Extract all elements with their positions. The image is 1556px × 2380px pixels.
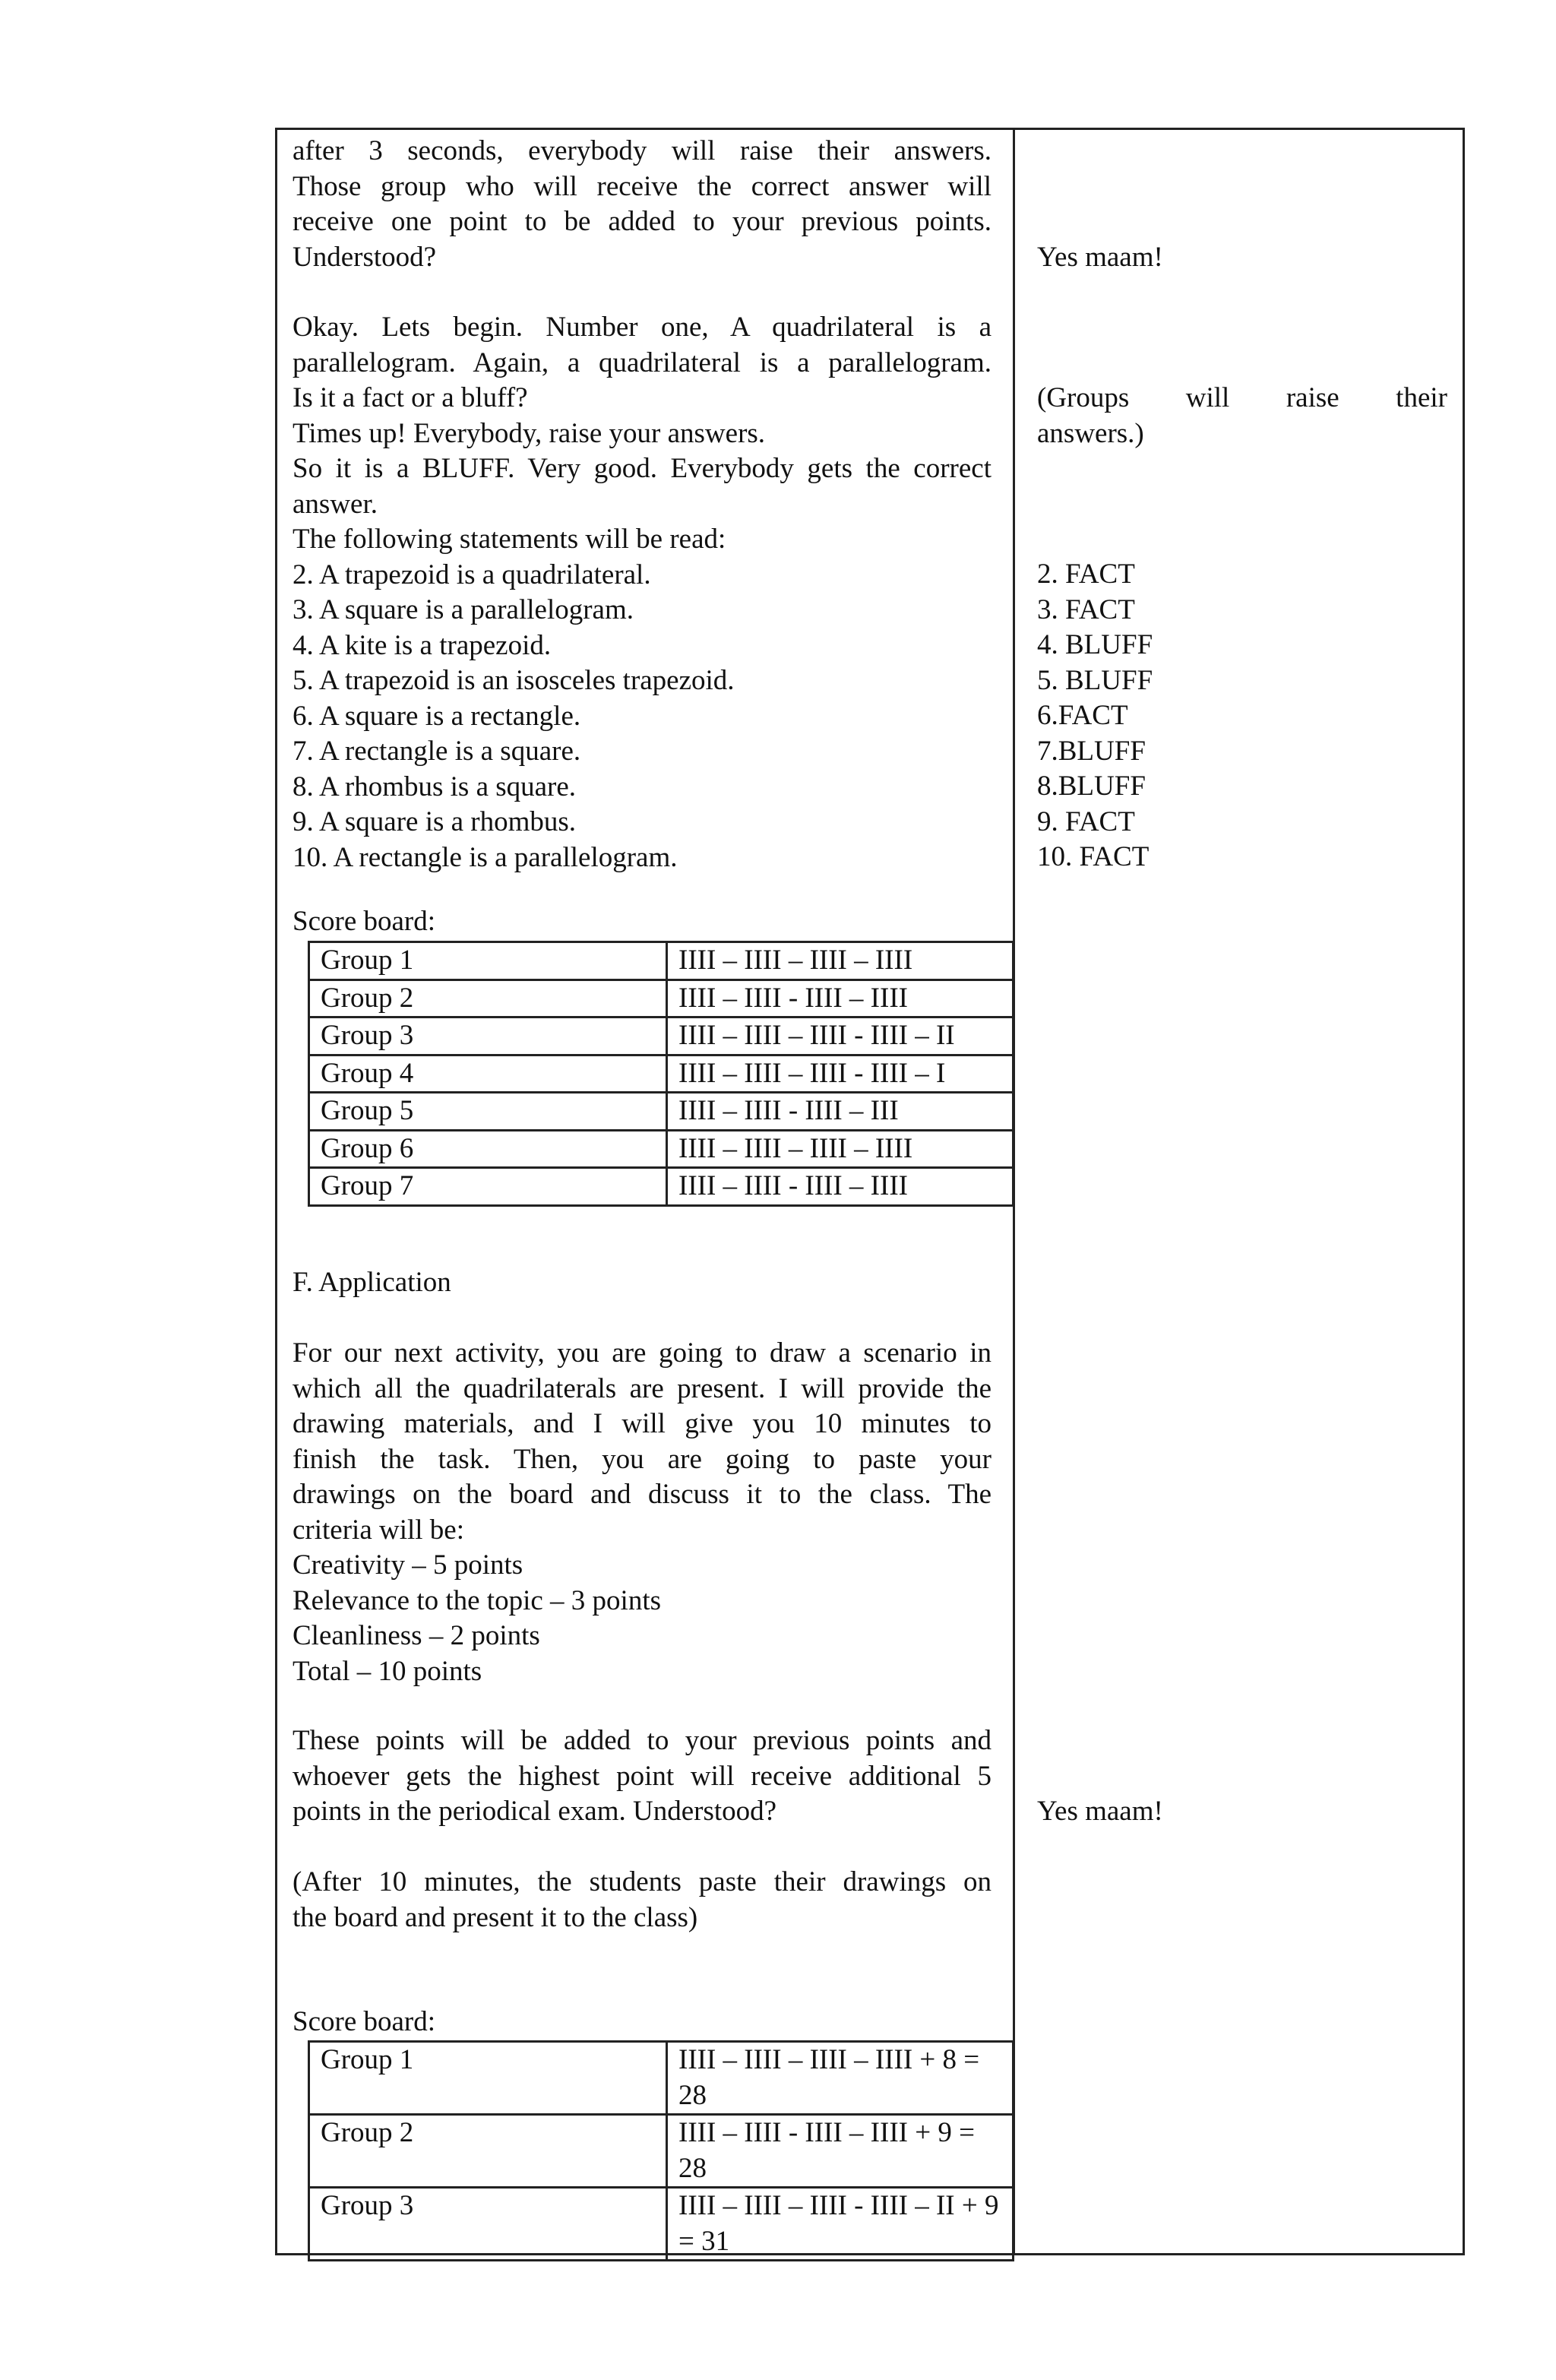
application-block — [293, 1336, 991, 1689]
scoreboard-label: Score board: — [293, 2006, 436, 2037]
text-line: whoever gets the highest point will receive additional 5 — [293, 1760, 991, 1792]
text-line: which all the quadrilaterals are present. I will provide the — [293, 1372, 991, 1404]
lesson-plan-table — [275, 128, 1465, 2255]
group-cell: Group 3 — [309, 2188, 667, 2261]
tally-cell: IIII – IIII – IIII – IIII + 8 = 28 — [667, 2042, 1014, 2115]
scoreboard-table — [308, 2040, 1014, 2261]
group-cell: Group 1 — [309, 2042, 667, 2115]
text-line: answer. — [293, 488, 378, 520]
group-cell: Group 6 — [309, 1130, 667, 1168]
table-row — [309, 1093, 1014, 1131]
scoreboard-table — [308, 941, 1014, 1207]
text-line: parallelogram. Again, a quadrilateral is a parallelogram. — [293, 347, 991, 378]
table-row — [309, 2042, 1014, 2115]
groups-raise-note — [1037, 381, 1447, 451]
statement-item: 3. A square is a parallelogram. — [293, 594, 634, 625]
group-cell: Group 4 — [309, 1055, 667, 1093]
text-line: after 3 seconds, everybody will raise their answers. — [293, 135, 991, 166]
statement-item: 9. A square is a rhombus. — [293, 806, 577, 837]
answer-item: 8.BLUFF — [1037, 771, 1146, 802]
table-row — [309, 1168, 1014, 1206]
intro-block — [293, 134, 991, 275]
tally-cell: IIII – IIII – IIII – IIII — [667, 942, 1014, 980]
tally-cell: IIII – IIII – IIII - IIII – II — [667, 1018, 1014, 1055]
tally-cell: IIII – IIII – IIII - IIII – I — [667, 1055, 1014, 1093]
text-line: For our next activity, you are going to draw a scenario in — [293, 1337, 991, 1369]
text-line: Is it a fact or a bluff? — [293, 382, 528, 413]
answer-item: 9. FACT — [1037, 805, 1135, 837]
table-row — [309, 1055, 1014, 1093]
answer-item: 3. FACT — [1037, 593, 1135, 625]
table-row — [309, 1130, 1014, 1168]
answer-item: 4. BLUFF — [1037, 629, 1153, 660]
group-cell: Group 5 — [309, 1093, 667, 1131]
answer-item: 2. FACT — [1037, 559, 1135, 590]
tally-cell: IIII – IIII - IIII – IIII — [667, 1168, 1014, 1206]
tally-cell: IIII – IIII – IIII – IIII — [667, 1130, 1014, 1168]
text-line: These points will be added to your previous points and — [293, 1725, 991, 1756]
criteria-item: Cleanliness – 2 points — [293, 1620, 540, 1651]
text-line: So it is a BLUFF. Very good. Everybody gets the correct — [293, 453, 991, 484]
group-cell: Group 7 — [309, 1168, 667, 1206]
statement-item: 10. A rectangle is a parallelogram. — [293, 841, 678, 873]
answer-item: 5. BLUFF — [1037, 664, 1153, 696]
scoreboard-label: Score board: — [293, 906, 436, 937]
tally-cell: IIII – IIII - IIII – IIII — [667, 980, 1014, 1018]
answer-item: 7.BLUFF — [1037, 735, 1146, 767]
group-cell: Group 3 — [309, 1018, 667, 1055]
text-line: Okay. Lets begin. Number one, A quadrilateral is a — [293, 312, 991, 343]
text-line: finish the task. Then, you are going to paste your — [293, 1443, 991, 1475]
student-reply: Yes maam! — [1037, 242, 1163, 273]
tally-cell: IIII – IIII - IIII – III — [667, 1093, 1014, 1131]
tally-cell: IIII – IIII – IIII - IIII – II + 9 = 31 — [667, 2188, 1014, 2261]
game-block — [293, 310, 991, 875]
text-line: points in the periodical exam. Understood? — [293, 1796, 777, 1827]
group-cell: Group 2 — [309, 980, 667, 1018]
text-line: the board and present it to the class) — [293, 1901, 698, 1933]
text-line: Those group who will receive the correct answer will — [293, 170, 991, 202]
table-row — [309, 2115, 1014, 2188]
statement-item: 7. A rectangle is a square. — [293, 736, 581, 767]
answer-list — [1037, 557, 1447, 875]
group-cell: Group 1 — [309, 942, 667, 980]
after-block — [293, 1865, 991, 1935]
criteria-item: Total – 10 points — [293, 1655, 482, 1687]
statement-item: 6. A square is a rectangle. — [293, 700, 581, 732]
text-line: (Groups will raise their — [1037, 382, 1447, 413]
criteria-item: Relevance to the topic – 3 points — [293, 1584, 661, 1616]
table-row — [309, 980, 1014, 1018]
group-cell: Group 2 — [309, 2115, 667, 2188]
text-line: drawing materials, and I will give you 10 minutes to — [293, 1408, 991, 1439]
closing-block — [293, 1723, 991, 1830]
text-line: criteria will be: — [293, 1514, 465, 1546]
tally-cell: IIII – IIII - IIII – IIII + 9 = 28 — [667, 2115, 1014, 2188]
table-row — [309, 942, 1014, 980]
table-row — [309, 2188, 1014, 2261]
text-line: The following statements will be read: — [293, 524, 726, 555]
statement-item: 5. A trapezoid is an isosceles trapezoid. — [293, 665, 735, 696]
text-line: receive one point to be added to your previous points. — [293, 206, 991, 237]
text-line: Understood? — [293, 241, 437, 273]
text-line: (After 10 minutes, the students paste their drawings on — [293, 1866, 991, 1897]
criteria-item: Creativity – 5 points — [293, 1549, 523, 1581]
answer-item: 6.FACT — [1037, 700, 1128, 731]
table-row — [309, 1018, 1014, 1055]
student-reply: Yes maam! — [1037, 1796, 1163, 1827]
answer-item: 10. FACT — [1037, 841, 1150, 872]
text-line: Times up! Everybody, raise your answers. — [293, 417, 766, 449]
section-heading: F. Application — [293, 1267, 451, 1298]
statement-item: 8. A rhombus is a square. — [293, 771, 577, 802]
text-line: drawings on the board and discuss it to the class. The — [293, 1479, 991, 1510]
statement-item: 4. A kite is a trapezoid. — [293, 629, 552, 661]
text-line: answers.) — [1037, 417, 1144, 449]
statement-item: 2. A trapezoid is a quadrilateral. — [293, 559, 651, 590]
